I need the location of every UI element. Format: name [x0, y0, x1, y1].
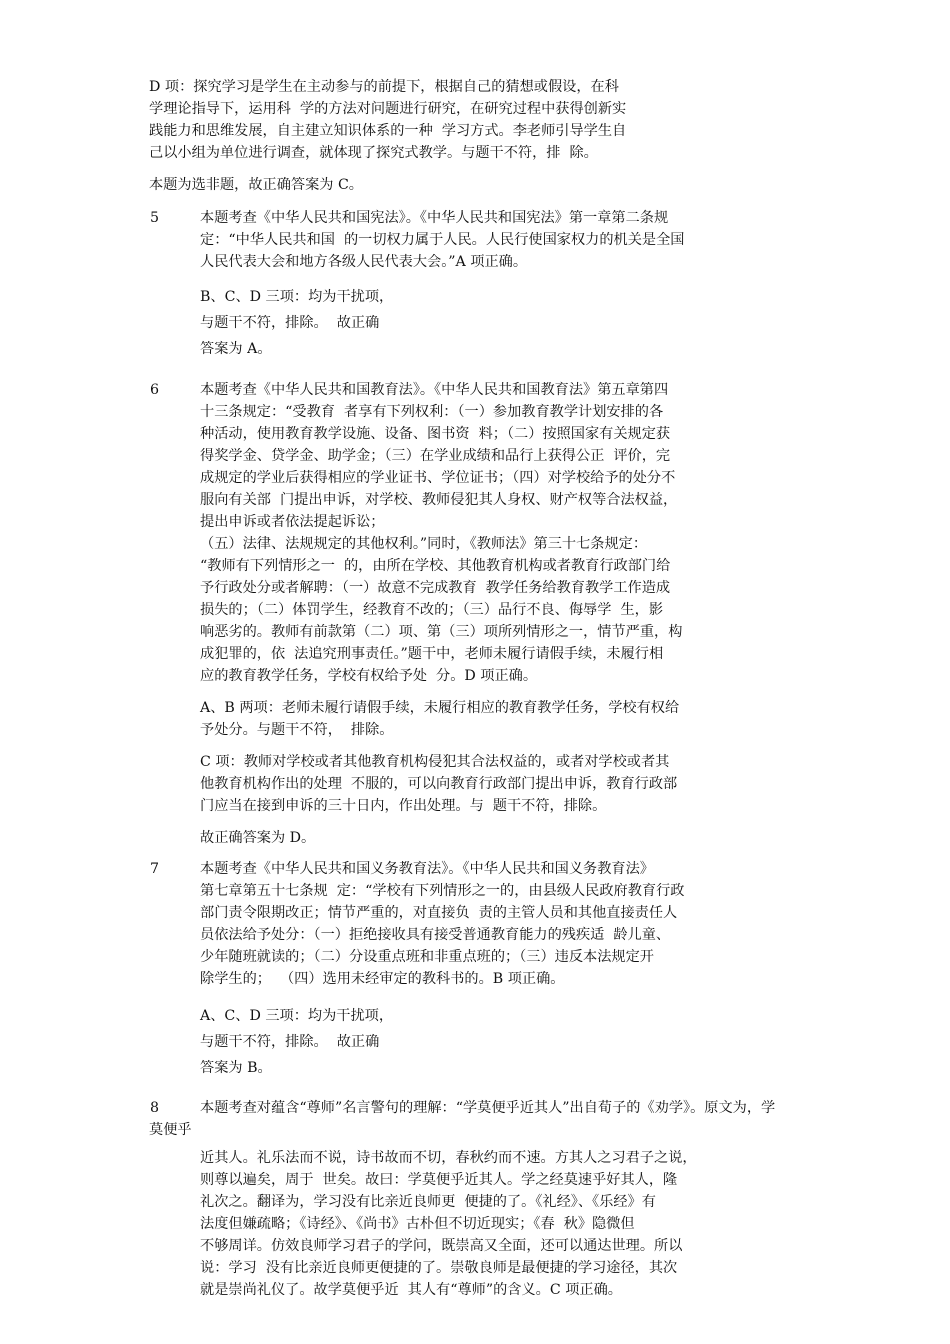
q5-main-line: 本题考查《中华人民共和国宪法》。《中华人民共和国宪法》第一章第二条规: [200, 210, 669, 226]
intro-d-line: D 项：探究学习是学生在主动参与的前提下，根据自己的猜想或假设，在科: [149, 79, 619, 95]
q8-main-line: 法度但嫌疏略；《诗经》、《尚书》古朴但不切近现实；《春 秋》隐微但: [200, 1216, 635, 1232]
q8-main-line: 就是崇尚礼仪了。故学莫便乎近 其人有“尊师”的含义。C 项正确。: [200, 1282, 622, 1298]
q7-options-line: A、C、D 三项：均为干扰项，: [200, 1008, 394, 1024]
q6-ab-line: A、B 两项：老师未履行请假手续，未履行相应的教育教学任务，学校有权给: [200, 700, 680, 716]
q6-main-line: （五）法律、法规规定的其他权利。”同时，《教师法》第三十七条规定：: [200, 536, 648, 552]
q5-main-line: 人民代表大会和地方各级人民代表大会。”A 项正确。: [200, 254, 528, 270]
q6-main-line: 提出申诉或者依法提起诉讼；: [200, 514, 385, 530]
q7-main-line: 除学生的； （四）选用未经审定的教科书的。B 项正确。: [200, 971, 565, 987]
q8-main-line: 近其人。礼乐法而不说，诗书故而不切，春秋约而不速。方其人之习君子之说，: [200, 1150, 697, 1166]
question-number: 8: [150, 1100, 160, 1116]
q7-main-line: 少年随班就读的；（二）分设重点班和非重点班的；（三）违反本法规定开: [200, 949, 654, 965]
intro-answer: 本题为选非题，故正确答案为 C。: [149, 177, 363, 193]
q8-first-line: 本题考查对蕴含“尊师”名言警句的理解：“学莫便乎近其人”出自荀子的《劝学》。原文为，学: [200, 1100, 776, 1116]
q5-options-line: 与题干不符，排除。 故正确: [200, 315, 380, 331]
q6-c-line: 他教育机构作出的处理 不服的，可以向教育行政部门提出申诉，教育行政部: [200, 776, 678, 792]
q7-options-line: 答案为 B。: [200, 1060, 272, 1076]
q8-main-line: 说：学习 没有比亲近良师更便捷的了。崇敬良师是最便捷的学习途径，其次: [200, 1260, 678, 1276]
question-number: 5: [150, 210, 160, 226]
q6-c-line: C 项：教师对学校或者其他教育机构侵犯其合法权益的，或者对学校或者其: [200, 754, 670, 770]
q8-main-line: 不够周详。仿效良师学习君子的学问，既崇高又全面，还可以通达世理。所以: [200, 1238, 683, 1254]
q6-main-line: 成犯罪的，依 法追究刑事责任。”题干中，老师未履行请假手续，未履行相: [200, 646, 664, 662]
q6-main-line: 十三条规定：“受教育 者享有下列权利：（一）参加教育教学计划安排的各: [200, 404, 664, 420]
q5-main-line: 定：“中华人民共和国 的一切权力属于人民。人民行使国家权力的机关是全国: [200, 232, 685, 248]
q6-main-line: “教师有下列情形之一 的，由所在学校、其他教育机构或者教育行政部门给: [200, 558, 671, 574]
q6-main-line: 应的教育教学任务，学校有权给予处 分。D 项正确。: [200, 668, 538, 684]
q8-main-line: 则尊以遍矣，周于 世矣。故曰：学莫便乎近其人。学之经莫速乎好其人，隆: [200, 1172, 678, 1188]
intro-d-line: 学理论指导下，运用科 学的方法对问题进行研究，在研究过程中获得创新实: [149, 101, 627, 117]
q8-main-line: 礼次之。翻译为，学习没有比亲近良师更 便捷的了。《礼经》、《乐经》有: [200, 1194, 656, 1210]
q5-options-line: 答案为 A。: [200, 341, 272, 357]
q6-main-line: 予行政处分或者解聘：（一）故意不完成教育 教学任务给教育教学工作造成: [200, 580, 671, 596]
question-number: 7: [150, 861, 160, 877]
q7-main-line: 部门责令限期改正；情节严重的，对直接负 责的主管人员和其他直接责任人: [200, 905, 678, 921]
q7-main-line: 第七章第五十七条规 定：“学校有下列情形之一的，由县级人民政府教育行政: [200, 883, 685, 899]
q6-c-line: 门应当在接到申诉的三十日内，作出处理。与 题干不符，排除。: [200, 798, 607, 814]
q7-main-line: 本题考查《中华人民共和国义务教育法》。《中华人民共和国义务教育法》: [200, 861, 654, 877]
intro-d-line: 己以小组为单位进行调查，就体现了探究式教学。与题干不符，排 除。: [149, 145, 598, 161]
q6-answer: 故正确答案为 D。: [200, 830, 316, 846]
q8-wrap-line: 莫便乎: [149, 1122, 192, 1138]
q6-main-line: 响恶劣的。教师有前款第（二）项、第（三）项所列情形之一，情节严重，构: [200, 624, 683, 640]
q6-main-line: 得奖学金、贷学金、助学金；（三）在学业成绩和品行上获得公正 评价，完: [200, 448, 671, 464]
q6-main-line: 种活动，使用教育教学设施、设备、图书资 料；（二）按照国家有关规定获: [200, 426, 671, 442]
q5-options-line: B、C、D 三项：均为干扰项，: [200, 289, 394, 305]
q6-main-line: 服向有关部 门提出申诉，对学校、教师侵犯其人身权、财产权等合法权益，: [200, 492, 678, 508]
intro-d-line: 践能力和思维发展，自主建立知识体系的一种 学习方式。李老师引导学生自: [149, 123, 627, 139]
q6-main-line: 本题考查《中华人民共和国教育法》。《中华人民共和国教育法》第五章第四: [200, 382, 669, 398]
q6-main-line: 损失的；（二）体罚学生，经教育不改的；（三）品行不良、侮辱学 生，影: [200, 602, 664, 618]
q6-main-line: 成规定的学业后获得相应的学业证书、学位证书；（四）对学校给予的处分不: [200, 470, 676, 486]
q7-options-line: 与题干不符，排除。 故正确: [200, 1034, 380, 1050]
q6-ab-line: 予处分。与题干不符， 排除。: [200, 722, 394, 738]
question-number: 6: [150, 382, 160, 398]
q7-main-line: 员依法给予处分：（一）拒绝接收具有接受普通教育能力的残疾适 龄儿童、: [200, 927, 671, 943]
